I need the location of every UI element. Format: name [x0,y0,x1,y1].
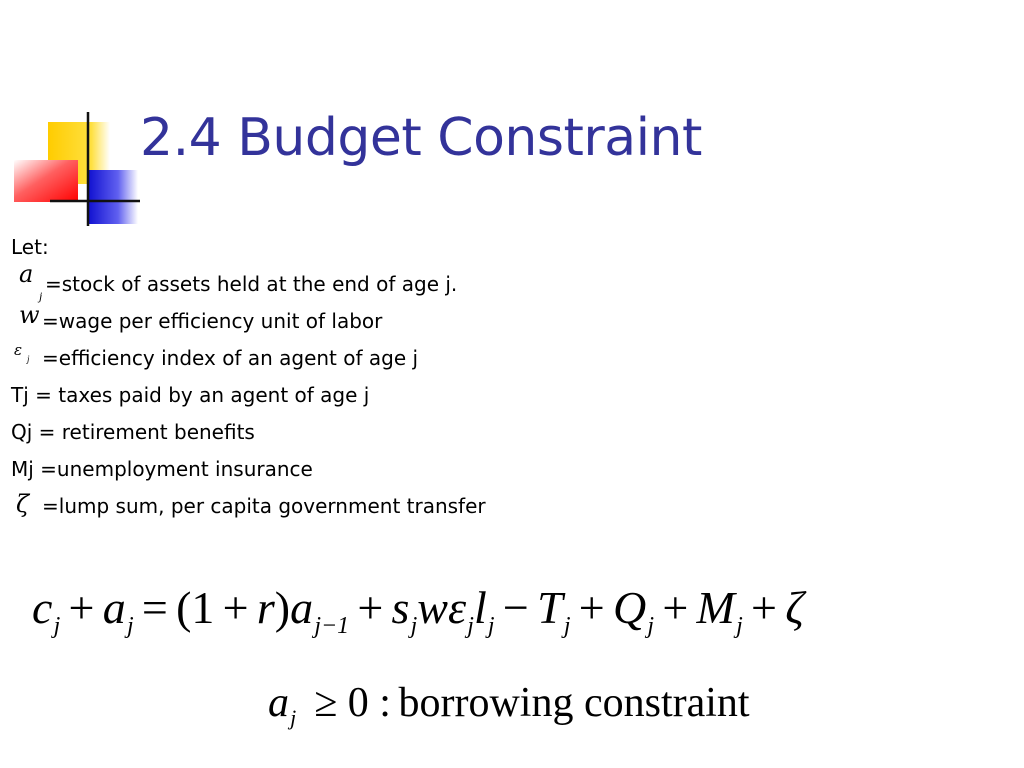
definition-row: Tj = taxes paid by an agent of age j [11,383,370,407]
budget-equation: $c_j + a_j = (1 + r)a_{j-1} + s_jw\varepsilon_jl_j - T_j + Q_j + M_j + \zeta$ [32,582,804,640]
deco-red-square [14,160,78,202]
symbol-epsilon: ε [14,341,23,359]
definition-text: =stock of assets held at the end of age j. [45,272,458,296]
borrowing-constraint-equation: $a_j \ge 0$ : borrowing constraint [268,680,750,731]
let-label: Let: [11,235,49,259]
deco-blue-square [88,170,138,224]
definition-text: =efficiency index of an agent of age j [42,346,419,370]
definition-text: =lump sum, per capita government transfer [42,494,486,518]
definition-row: Mj =unemployment insurance [11,457,313,481]
symbol-a: a [19,260,34,288]
symbol-zeta: ζ [16,490,30,518]
slide-title: 2.4 Budget Constraint [140,108,702,168]
symbol-subscript: j [27,354,30,364]
symbol-subscript: j [39,289,43,303]
definition-row: Qj = retirement benefits [11,420,255,444]
symbol-w: w [19,301,40,329]
definition-text: =wage per efficiency unit of labor [42,309,383,333]
